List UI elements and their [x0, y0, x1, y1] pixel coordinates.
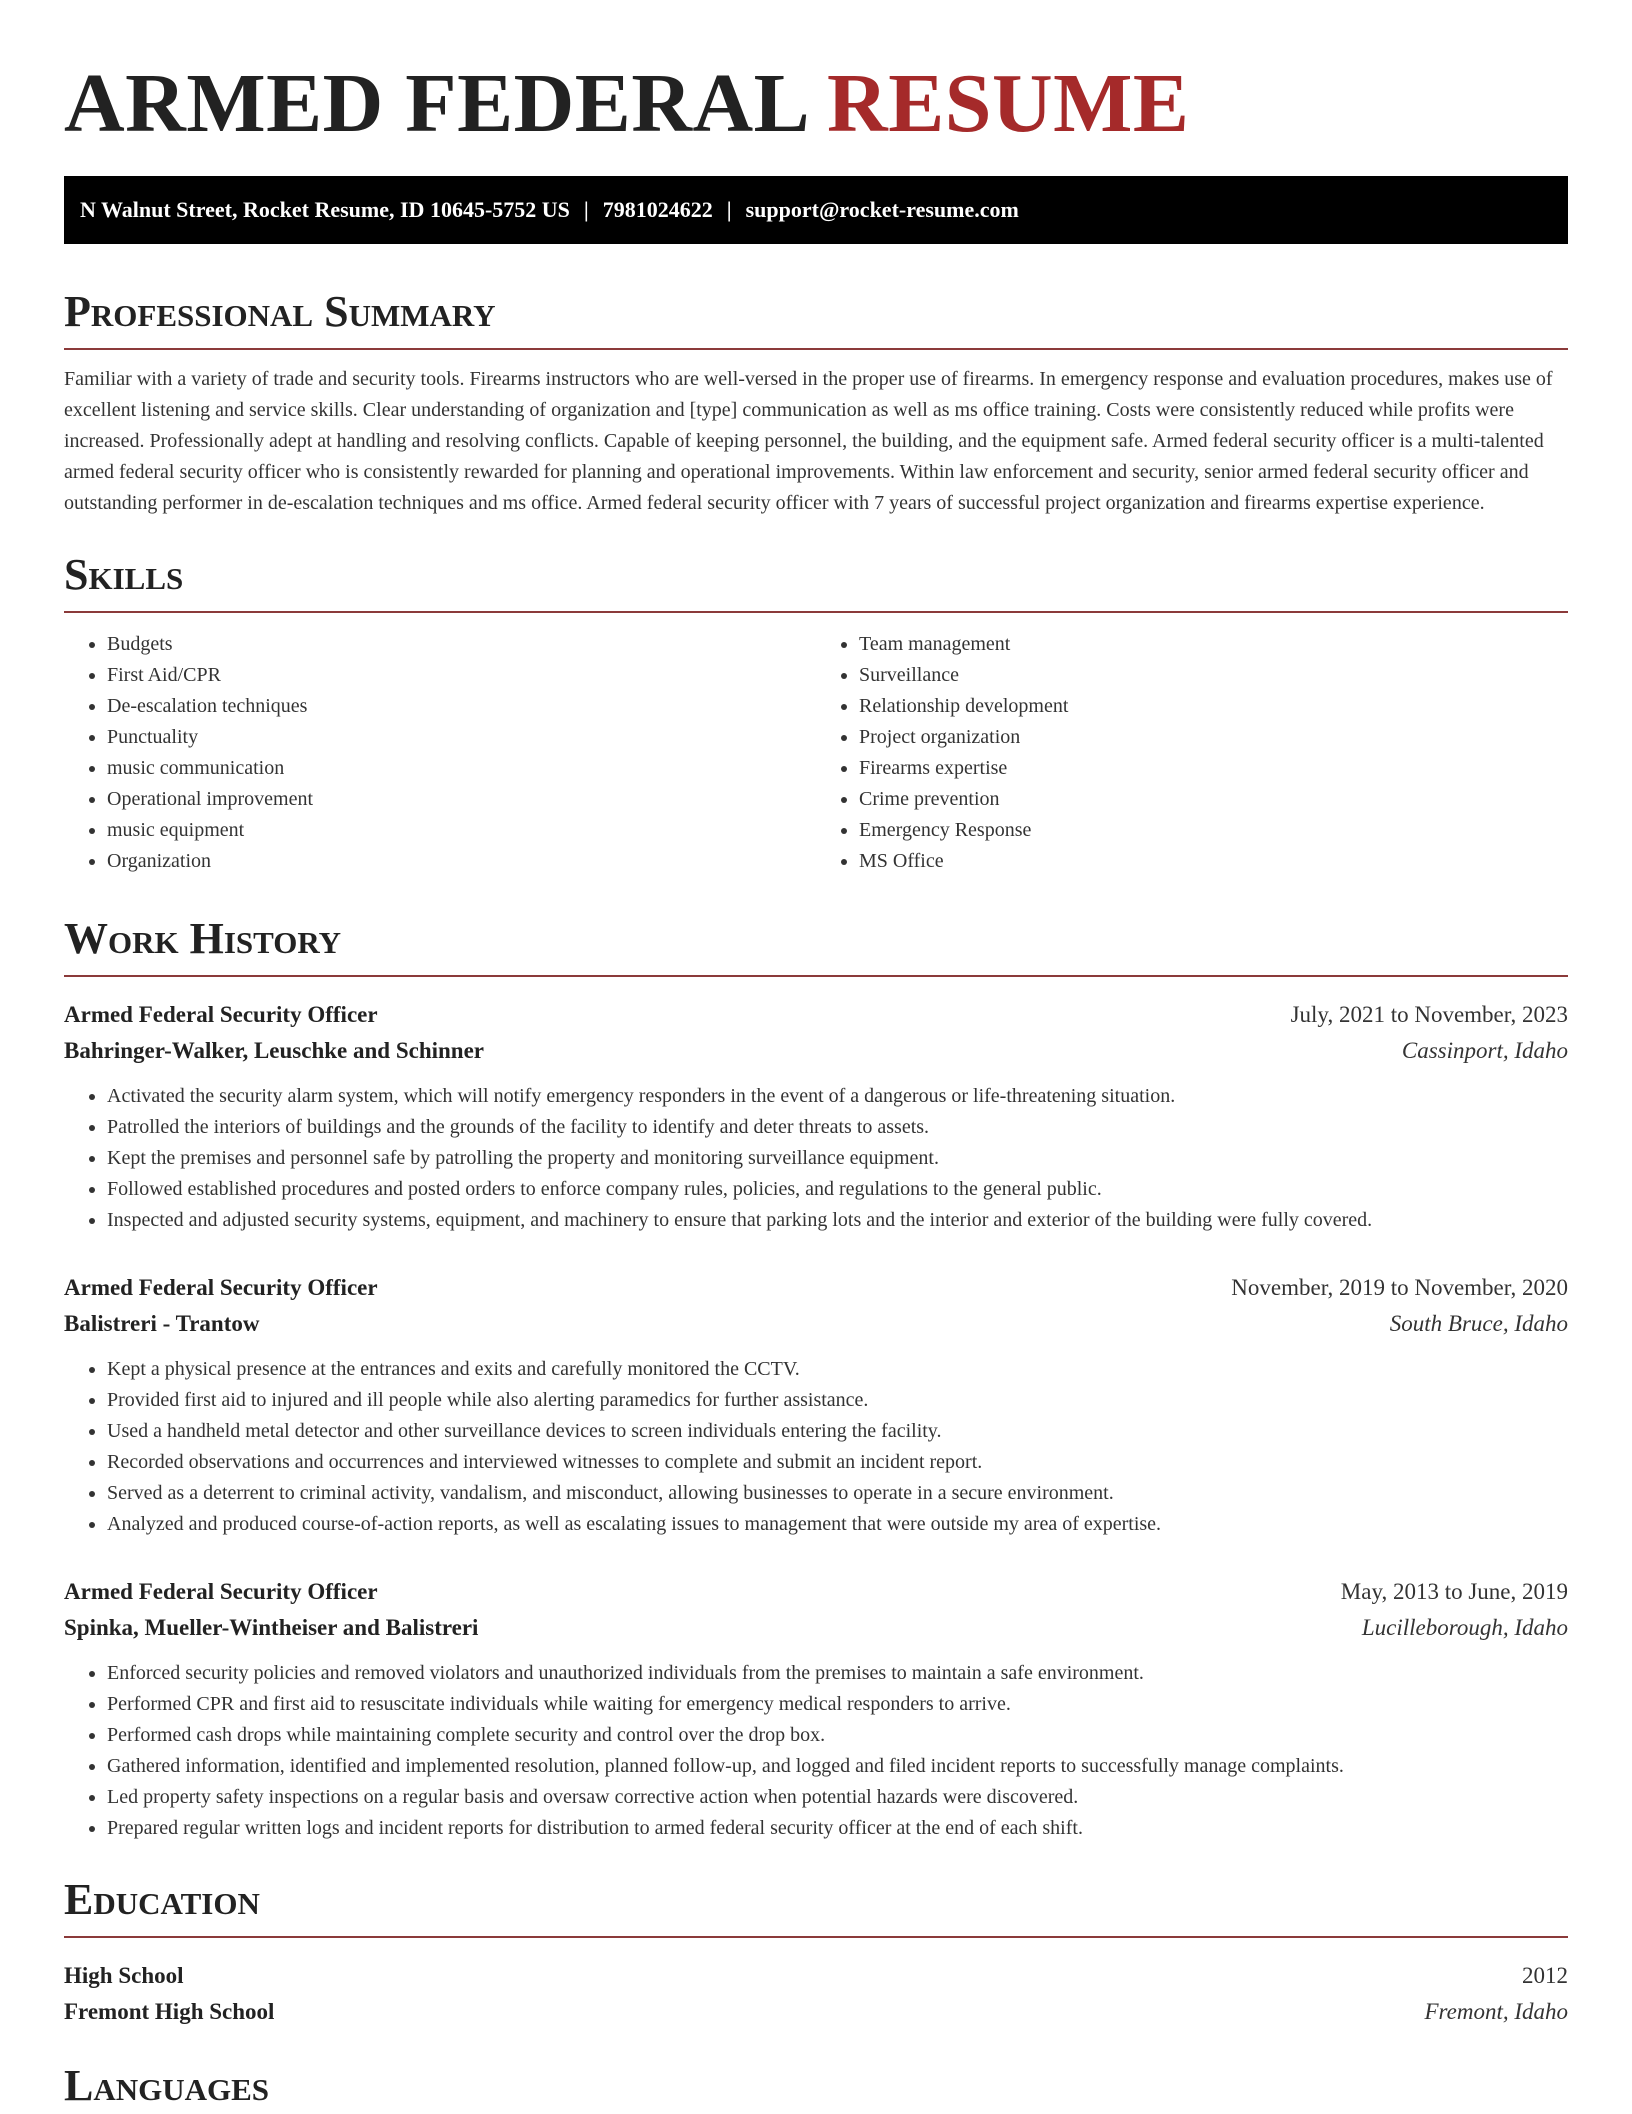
- job-header-row: [64, 1270, 1568, 1306]
- education-section: [64, 1872, 1568, 2030]
- skill-item: • Relationship development: [859, 691, 1568, 722]
- job-duty: • Kept a physical presence at the entrances and exits and carefully monitored the CCTV.: [107, 1354, 1568, 1385]
- contact-phone: 7981024622: [602, 197, 713, 222]
- section-title-education: Education: [64, 1875, 260, 1924]
- job-duty: • Kept the premises and personnel safe by patrolling the property and monitoring surveillance equipment.: [107, 1143, 1568, 1174]
- education-degree: High School: [64, 1963, 184, 1988]
- job-duty: • Prepared regular written logs and incident reports for distribution to armed federal security officer at the end of each shift.: [107, 1813, 1568, 1844]
- job-header-row: [64, 997, 1568, 1033]
- summary-section: [64, 284, 1568, 519]
- job-company: Balistreri - Trantow: [64, 1311, 260, 1336]
- skill-item: • music communication: [107, 753, 816, 784]
- contact-email[interactable]: support@rocket-resume.com: [745, 197, 1019, 222]
- skill-item: • Budgets: [107, 629, 816, 660]
- job-entry: [64, 1574, 1568, 1844]
- job-duties-list: [64, 1658, 1568, 1844]
- job-duty: • Led property safety inspections on a regular basis and oversaw corrective action when potential hazards were discovered.: [107, 1782, 1568, 1813]
- contact-bar: [64, 176, 1568, 244]
- skill-item: • Project organization: [859, 722, 1568, 753]
- education-location: Fremont, Idaho: [1424, 1999, 1568, 2024]
- job-duty: • Inspected and adjusted security systems, equipment, and machinery to ensure that parking lots and the interior and exterior of the building were fully covered.: [107, 1205, 1568, 1236]
- job-dates: November, 2019 to November, 2020: [1231, 1275, 1568, 1300]
- job-company-row: [64, 1033, 1568, 1069]
- skill-item: • Punctuality: [107, 722, 816, 753]
- job-duty: • Patrolled the interiors of buildings and the grounds of the facility to identify and deter threats to assets.: [107, 1112, 1568, 1143]
- skill-item: • De-escalation techniques: [107, 691, 816, 722]
- education-school: Fremont High School: [64, 1999, 275, 2024]
- job-duty: • Analyzed and produced course-of-action reports, as well as escalating issues to management that were outside my area of expertise.: [107, 1509, 1568, 1540]
- summary-text: Familiar with a variety of trade and security tools. Firearms instructors who are well-versed in the proper use of firearms. In emergency response and evaluation procedures, makes use of excellent listening and service skills. Clear understanding of organization and [type] communication as well as ms office training. Costs were consistently reduced while profits were increased. Professionally adept at handling and resolving conflicts. Capable of keeping personnel, the building, and the equipment safe. Armed federal security officer is a multi-talented armed federal security officer who is consistently rewarded for planning and operational improvements. Within law enforcement and security, senior armed federal security officer and outstanding performer in de-escalation techniques and ms office. Armed federal security officer with 7 years of successful project organization and firearms expertise experience.: [64, 368, 1553, 514]
- section-title-work-history: Work History: [64, 914, 342, 963]
- skill-item: • Operational improvement: [107, 784, 816, 815]
- contact-address: N Walnut Street, Rocket Resume, ID 10645-5752 US: [80, 197, 570, 222]
- job-dates: July, 2021 to November, 2023: [1290, 1002, 1568, 1027]
- section-title-summary: Professional Summary: [64, 287, 496, 336]
- job-location: Cassinport, Idaho: [1401, 1038, 1568, 1063]
- section-divider: [64, 975, 1568, 977]
- skills-list-left: [64, 629, 816, 877]
- job-company-row: [64, 1306, 1568, 1342]
- job-duty: • Performed CPR and first aid to resuscitate individuals while waiting for emergency medical responders to arrive.: [107, 1689, 1568, 1720]
- skill-item: • Surveillance: [859, 660, 1568, 691]
- job-duties-list: [64, 1354, 1568, 1540]
- section-title-skills: Skills: [64, 550, 184, 599]
- job-entry: [64, 1270, 1568, 1540]
- job-duties-list: [64, 1081, 1568, 1236]
- job-company: Bahringer-Walker, Leuschke and Schinner: [64, 1038, 485, 1063]
- skill-item: • Crime prevention: [859, 784, 1568, 815]
- job-company-row: [64, 1610, 1568, 1646]
- job-duty: • Used a handheld metal detector and other surveillance devices to screen individuals entering the facility.: [107, 1416, 1568, 1447]
- job-duty: • Followed established procedures and posted orders to enforce company rules, policies, and regulations to the general public.: [107, 1174, 1568, 1205]
- resume-title: [64, 56, 1568, 152]
- section-divider: [64, 611, 1568, 613]
- education-degree-row: [64, 1958, 1568, 1994]
- contact-separator: |: [583, 197, 589, 222]
- skill-item: • Emergency Response: [859, 815, 1568, 846]
- section-divider: [64, 1936, 1568, 1938]
- job-duty: • Enforced security policies and removed violators and unauthorized individuals from the premises to maintain a safe environment.: [107, 1658, 1568, 1689]
- languages-section: [64, 2058, 1568, 2114]
- skill-item: • music equipment: [107, 815, 816, 846]
- title-main: ARMED FEDERAL: [64, 57, 806, 150]
- job-duty: • Gathered information, identified and implemented resolution, planned follow-up, and logged and filed incident reports to successfully manage complaints.: [107, 1751, 1568, 1782]
- education-school-row: [64, 1994, 1568, 2030]
- job-duty: • Provided first aid to injured and ill people while also alerting paramedics for further assistance.: [107, 1385, 1568, 1416]
- skills-section: [64, 547, 1568, 877]
- skills-grid: [64, 629, 1568, 877]
- education-entry: [64, 1958, 1568, 2030]
- skill-item: • Organization: [107, 846, 816, 877]
- job-duty: • Served as a deterrent to criminal activity, vandalism, and misconduct, allowing businesses to operate in a secure environment.: [107, 1478, 1568, 1509]
- job-company: Spinka, Mueller-Wintheiser and Balistreri: [64, 1615, 479, 1640]
- skill-item: • Team management: [859, 629, 1568, 660]
- title-accent: RESUME: [827, 57, 1190, 150]
- skills-list-right: [816, 629, 1568, 877]
- job-duty: • Recorded observations and occurrences and interviewed witnesses to complete and submit an incident report.: [107, 1447, 1568, 1478]
- skill-item: • First Aid/CPR: [107, 660, 816, 691]
- job-title: Armed Federal Security Officer: [64, 1275, 378, 1300]
- job-location: Lucilleborough, Idaho: [1361, 1615, 1568, 1640]
- education-year: 2012: [1522, 1963, 1568, 1988]
- section-divider: [64, 348, 1568, 350]
- contact-separator: |: [726, 197, 732, 222]
- section-title-languages: Languages: [64, 2061, 270, 2110]
- job-entry: [64, 997, 1568, 1236]
- job-title: Armed Federal Security Officer: [64, 1579, 378, 1604]
- job-title: Armed Federal Security Officer: [64, 1002, 378, 1027]
- skill-item: • MS Office: [859, 846, 1568, 877]
- skill-item: • Firearms expertise: [859, 753, 1568, 784]
- job-duty: • Activated the security alarm system, which will notify emergency responders in the event of a dangerous or life-threatening situation.: [107, 1081, 1568, 1112]
- job-location: South Bruce, Idaho: [1389, 1311, 1568, 1336]
- job-header-row: [64, 1574, 1568, 1610]
- job-duty: • Performed cash drops while maintaining complete security and control over the drop box.: [107, 1720, 1568, 1751]
- work-history-section: [64, 911, 1568, 1844]
- job-dates: May, 2013 to June, 2019: [1340, 1579, 1568, 1604]
